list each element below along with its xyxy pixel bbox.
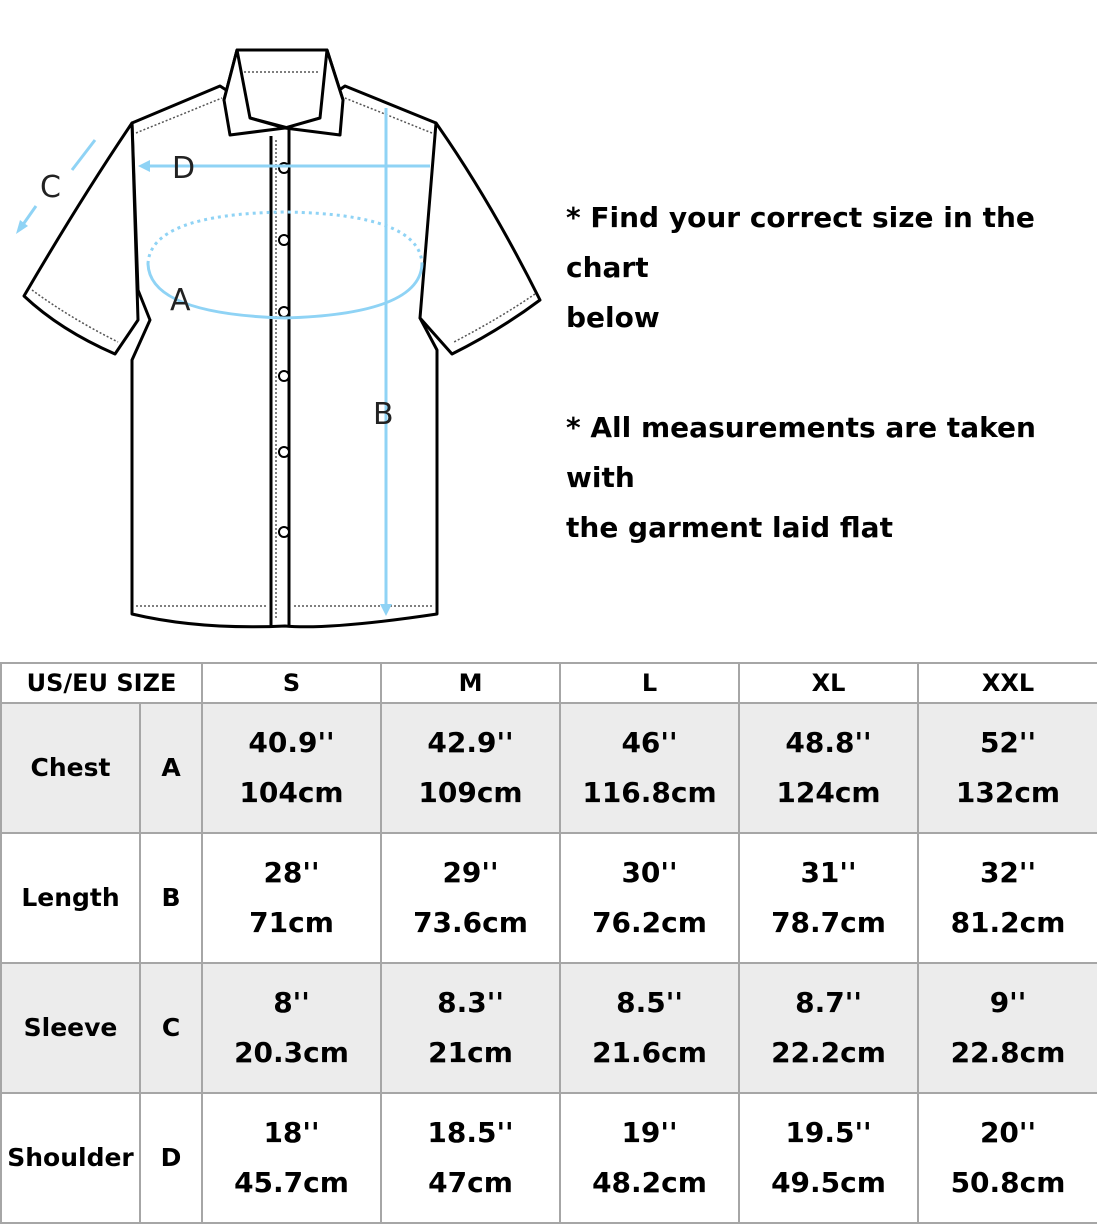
table-cell — [381, 1093, 560, 1223]
value-cm: 73.6cm — [413, 906, 528, 939]
label-c: C — [40, 170, 61, 205]
size-header-s: S — [202, 663, 381, 703]
size-chart-table — [0, 662, 1097, 1224]
table-cell — [202, 833, 381, 963]
table-cell — [560, 703, 739, 833]
value-inches: 20'' — [979, 1116, 1037, 1149]
size-header-l: L — [560, 663, 739, 703]
value-inches: 46'' — [621, 726, 678, 759]
note-line: the garment laid flat — [566, 511, 893, 544]
value-cm: 48.2cm — [592, 1166, 707, 1199]
note-measured-flat — [566, 403, 1096, 553]
label-a: A — [170, 283, 191, 318]
measure-code: A — [140, 703, 202, 833]
table-cell — [739, 703, 918, 833]
table-cell — [202, 963, 381, 1093]
value-inches: 31'' — [800, 856, 857, 889]
table-cell — [739, 833, 918, 963]
sleeve-measure-line-bottom — [22, 206, 36, 226]
value-cm: 109cm — [418, 776, 523, 809]
shirt-outline — [24, 50, 540, 627]
table-cell — [381, 833, 560, 963]
value-cm: 124cm — [776, 776, 881, 809]
value-inches: 9'' — [989, 986, 1027, 1019]
table-cell — [381, 703, 560, 833]
note-line: below — [566, 301, 660, 334]
value-inches: 18'' — [263, 1116, 320, 1149]
value-cm: 78.7cm — [771, 906, 886, 939]
note-find-size — [566, 193, 1096, 343]
table-cell — [918, 963, 1097, 1093]
row-sleeve — [1, 963, 1097, 1093]
value-inches: 40.9'' — [248, 726, 335, 759]
value-cm: 22.8cm — [950, 1036, 1066, 1069]
row-length — [1, 833, 1097, 963]
label-b: B — [373, 397, 394, 432]
value-inches: 8.3'' — [437, 986, 504, 1019]
table-cell — [560, 833, 739, 963]
table-cell — [560, 963, 739, 1093]
value-cm: 50.8cm — [950, 1166, 1066, 1199]
note-line: * All measurements are taken with — [566, 411, 1036, 494]
header-row — [1, 663, 1097, 703]
value-inches: 30'' — [621, 856, 678, 889]
value-cm: 45.7cm — [234, 1166, 349, 1199]
value-cm: 76.2cm — [592, 906, 707, 939]
value-cm: 21.6cm — [592, 1036, 707, 1069]
value-inches: 19.5'' — [785, 1116, 872, 1149]
table-cell — [381, 963, 560, 1093]
value-inches: 32'' — [979, 856, 1037, 889]
measure-code: B — [140, 833, 202, 963]
measure-name: Chest — [1, 703, 140, 833]
value-cm: 47cm — [428, 1166, 513, 1199]
value-cm: 104cm — [239, 776, 344, 809]
value-inches: 48.8'' — [785, 726, 872, 759]
value-inches: 29'' — [442, 856, 499, 889]
value-inches: 8.5'' — [616, 986, 683, 1019]
size-header-m: M — [381, 663, 560, 703]
size-header-xl: XL — [739, 663, 918, 703]
size-column-header: US/EU SIZE — [1, 663, 202, 703]
value-cm: 132cm — [955, 776, 1061, 809]
table-cell — [739, 1093, 918, 1223]
shirt-diagram — [0, 0, 560, 650]
table-cell — [202, 703, 381, 833]
measure-code: C — [140, 963, 202, 1093]
value-cm: 81.2cm — [950, 906, 1066, 939]
table-cell — [918, 1093, 1097, 1223]
value-cm: 71cm — [249, 906, 334, 939]
value-inches: 42.9'' — [427, 726, 514, 759]
value-inches: 18.5'' — [427, 1116, 514, 1149]
value-cm: 49.5cm — [771, 1166, 886, 1199]
row-shoulder — [1, 1093, 1097, 1223]
value-inches: 8.7'' — [795, 986, 862, 1019]
value-cm: 116.8cm — [582, 776, 717, 809]
measure-name: Sleeve — [1, 963, 140, 1093]
table-cell — [560, 1093, 739, 1223]
measure-name: Length — [1, 833, 140, 963]
label-d: D — [172, 151, 196, 186]
value-cm: 21cm — [428, 1036, 513, 1069]
measure-code: D — [140, 1093, 202, 1223]
size-header-xxl: XXL — [918, 663, 1097, 703]
table-cell — [918, 703, 1097, 833]
measure-name: Shoulder — [1, 1093, 140, 1223]
table-cell — [918, 833, 1097, 963]
table-cell — [739, 963, 918, 1093]
row-chest — [1, 703, 1097, 833]
value-inches: 28'' — [263, 856, 320, 889]
table-cell — [202, 1093, 381, 1223]
value-cm: 20.3cm — [234, 1036, 349, 1069]
value-inches: 52'' — [979, 726, 1037, 759]
note-line: * Find your correct size in the chart — [566, 201, 1035, 284]
value-cm: 22.2cm — [771, 1036, 886, 1069]
value-inches: 19'' — [621, 1116, 678, 1149]
sleeve-measure-line-top — [72, 140, 95, 170]
value-inches: 8'' — [273, 986, 310, 1019]
